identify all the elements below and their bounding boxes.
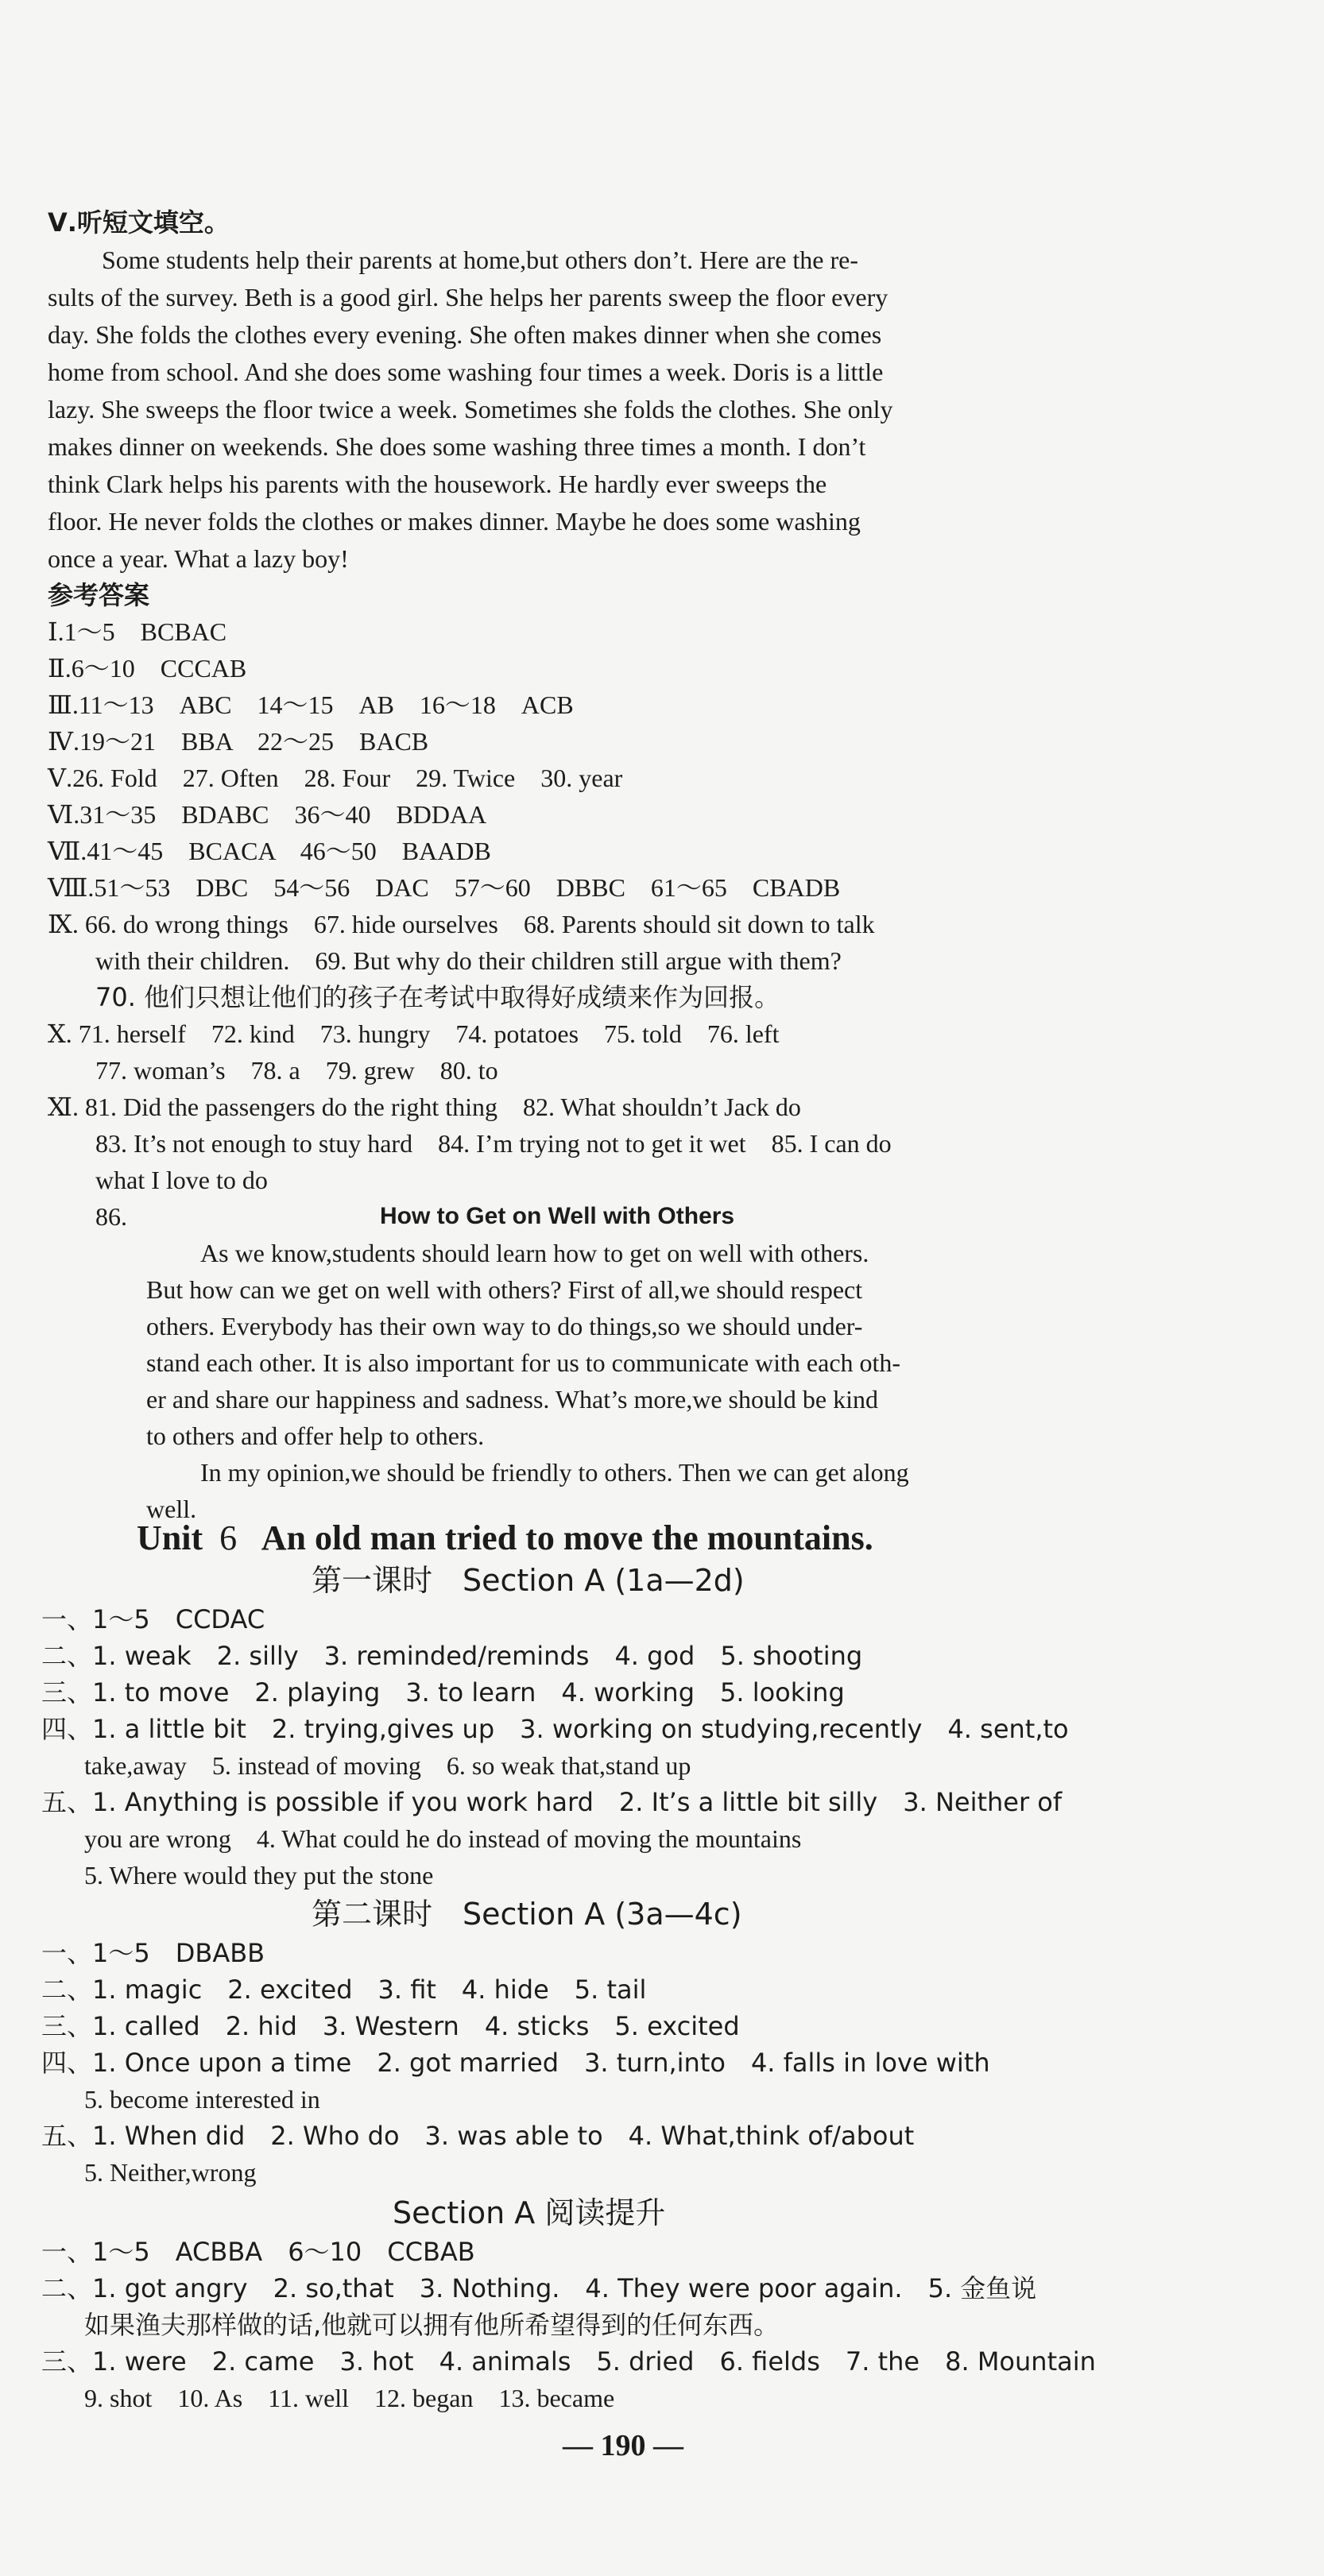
essay-line: As we know,students should learn how to get on well with others.: [200, 1239, 869, 1267]
answer-line: Ⅲ.11～13 ABC 14～15 AB 16～18 ACB: [48, 690, 574, 719]
page-number: — 190 —: [563, 2429, 683, 2462]
unit-number: 6: [219, 1518, 238, 1557]
answer-line: 77. woman’s 78. a 79. grew 80. to: [95, 1056, 498, 1085]
answers-heading: 参考答案: [48, 580, 150, 610]
answer-line: Ⅰ.1～5 BCBAC: [48, 617, 227, 646]
listening-line: makes dinner on weekends. She does some washing three times a month. I don’t: [48, 432, 866, 461]
lesson2-line: 一、1～5 DBABB: [41, 1938, 265, 1968]
answer-line: Ⅺ. 81. Did the passengers do the right thing 82. What shouldn’t Jack do: [48, 1093, 801, 1121]
lesson2-line: 四、1. Once upon a time 2. got married 3. turn,into 4. falls in love with: [41, 2048, 990, 2078]
answer-line: Ⅳ.19～21 BBA 22～25 BACB: [48, 727, 429, 756]
lesson1-line: 五、1. Anything is possible if you work hard 2. It’s a little bit silly 3. Neither of: [41, 1787, 1063, 1817]
lesson1-title: 第一课时 Section A (1a—2d): [312, 1563, 745, 1598]
answer-line: Ⅵ.31～35 BDABC 36～40 BDDAA: [48, 800, 487, 829]
listening-line: home from school. And she does some washing four times a week. Doris is a little: [48, 358, 884, 386]
listening-line: once a year. What a lazy boy!: [48, 544, 349, 573]
answer-line: Ⅹ. 71. herself 72. kind 73. hungry 74. potatoes 75. told 76. left: [48, 1019, 780, 1048]
lesson1-line: 5. Where would they put the stone: [84, 1861, 434, 1889]
lesson1-line: 一、1～5 CCDAC: [41, 1604, 265, 1634]
answer-line: Ⅷ.51～53 DBC 54～56 DAC 57～60 DBBC 61～65 CBADB: [48, 873, 841, 902]
listening-line: Some students help their parents at home,but others don’t. Here are the re-: [102, 246, 859, 274]
unit-title: [137, 1516, 873, 1561]
reading-title: Section A 阅读提升: [393, 2195, 666, 2230]
reading-line: 二、1. got angry 2. so,that 3. Nothing. 4. They were poor again. 5. 金鱼说: [41, 2273, 1037, 2303]
essay-line: In my opinion,we should be friendly to others. Then we can get along: [200, 1458, 909, 1487]
lesson2-line: 三、1. called 2. hid 3. Western 4. sticks 5. excited: [41, 2011, 740, 2041]
answer-line: Ⅱ.6～10 CCCAB: [48, 654, 247, 683]
lesson1-line: 四、1. a little bit 2. trying,gives up 3. working on studying,recently 4. sent,to: [41, 1714, 1069, 1744]
answer-line: Ⅶ.41～45 BCACA 46～50 BAADB: [48, 837, 491, 865]
reading-line: 9. shot 10. As 11. well 12. began 13. became: [84, 2384, 615, 2412]
reading-line: 三、1. were 2. came 3. hot 4. animals 5. dried 6. fields 7. the 8. Mountain: [41, 2346, 1096, 2377]
listening-line: floor. He never folds the clothes or makes dinner. Maybe he does some washing: [48, 507, 861, 536]
unit-label: Unit: [137, 1518, 203, 1557]
essay-title: How to Get on Well with Others: [380, 1203, 735, 1229]
answer-line: with their children. 69. But why do their children still argue with them?: [95, 946, 842, 975]
answer-line: 86.: [95, 1202, 127, 1231]
lesson2-line: 5. become interested in: [84, 2085, 320, 2114]
answer-line: 83. It’s not enough to stuy hard 84. I’m trying not to get it wet 85. I can do: [95, 1129, 892, 1158]
essay-line: er and share our happiness and sadness. What’s more,we should be kind: [146, 1385, 878, 1414]
essay-line: well.: [146, 1495, 197, 1523]
lesson1-line: you are wrong 4. What could he do instead of moving the mountains: [84, 1824, 802, 1853]
lesson2-line: 5. Neither,wrong: [84, 2158, 257, 2187]
listening-line: lazy. She sweeps the floor twice a week. Sometimes she folds the clothes. She only: [48, 395, 893, 424]
listening-line: sults of the survey. Beth is a good girl. She helps her parents sweep the floor every: [48, 283, 888, 311]
answer-line: what I love to do: [95, 1166, 268, 1194]
essay-line: to others and offer help to others.: [146, 1421, 485, 1450]
answer-line: 70. 他们只想让他们的孩子在考试中取得好成绩来作为回报。: [95, 982, 780, 1012]
essay-line: But how can we get on well with others? First of all,we should respect: [146, 1275, 863, 1304]
lesson1-line: 二、1. weak 2. silly 3. reminded/reminds 4. god 5. shooting: [41, 1641, 863, 1671]
lesson2-title: 第二课时 Section A (3a—4c): [312, 1897, 742, 1932]
reading-line: 一、1～5 ACBBA 6～10 CCBAB: [41, 2237, 475, 2267]
lesson1-line: 三、1. to move 2. playing 3. to learn 4. working 5. looking: [41, 1677, 845, 1708]
lesson2-line: 二、1. magic 2. excited 3. fit 4. hide 5. tail: [41, 1975, 647, 2005]
unit-name: An old man tried to move the mountains.: [261, 1518, 873, 1557]
essay-line: stand each other. It is also important for us to communicate with each oth-: [146, 1348, 901, 1377]
listening-line: think Clark helps his parents with the housework. He hardly ever sweeps the: [48, 470, 827, 498]
lesson1-line: take,away 5. instead of moving 6. so weak that,stand up: [84, 1751, 691, 1780]
listening-heading: Ⅴ.听短文填空。: [48, 207, 230, 238]
answer-line: Ⅴ.26. Fold 27. Often 28. Four 29. Twice 30. year: [48, 764, 623, 792]
reading-line: 如果渔夫那样做的话,他就可以拥有他所希望得到的任何东西。: [84, 2310, 780, 2340]
listening-line: day. She folds the clothes every evening. She often makes dinner when she comes: [48, 320, 882, 349]
lesson2-line: 五、1. When did 2. Who do 3. was able to 4. What,think of/about: [41, 2121, 915, 2151]
answer-line: Ⅸ. 66. do wrong things 67. hide ourselves 68. Parents should sit down to talk: [48, 910, 875, 938]
essay-line: others. Everybody has their own way to do things,so we should under-: [146, 1312, 863, 1340]
